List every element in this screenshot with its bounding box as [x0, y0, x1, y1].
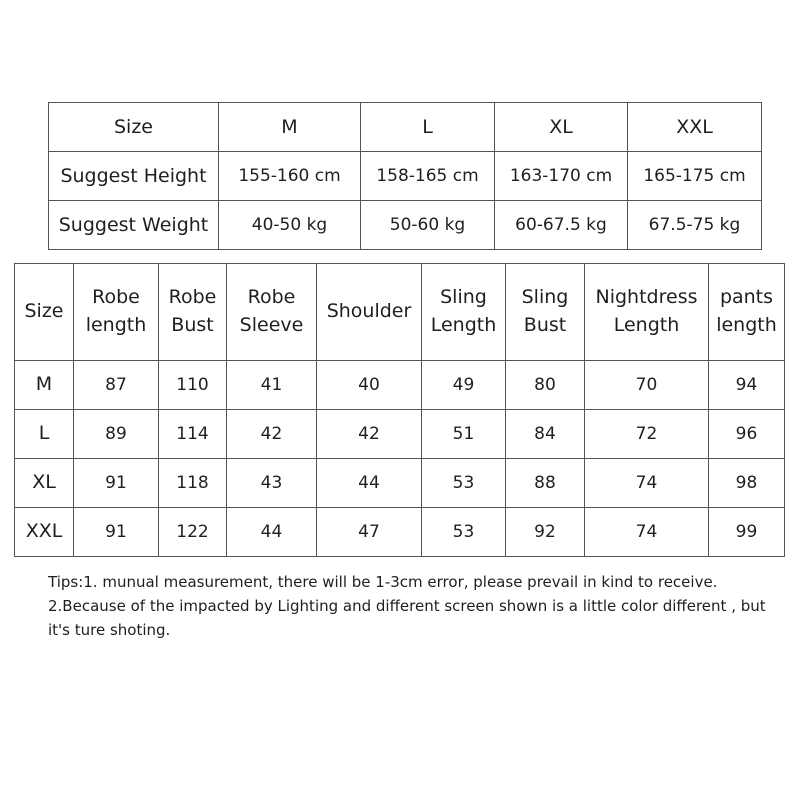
column-header-line: Robe — [247, 286, 296, 309]
column-header-robe-sleeve — [227, 264, 317, 361]
table-cell: 51 — [422, 410, 506, 459]
suggest-weight-value: 60-67.5 kg — [495, 201, 628, 250]
measurements-table — [14, 263, 785, 557]
size-summary-header-cell: XXL — [628, 103, 762, 152]
table-cell: 49 — [422, 361, 506, 410]
table-cell: 87 — [74, 361, 159, 410]
column-header-line: Length — [613, 314, 680, 336]
column-header-line: Robe — [168, 286, 217, 309]
suggest-weight-value: 50-60 kg — [361, 201, 495, 250]
table-cell: 70 — [585, 361, 709, 410]
size-cell: M — [15, 361, 74, 410]
suggest-height-value: 165-175 cm — [628, 152, 762, 201]
suggest-weight-row — [49, 201, 762, 250]
table-cell: 44 — [317, 459, 422, 508]
table-cell: 41 — [227, 361, 317, 410]
column-header-line: Bust — [523, 314, 567, 336]
size-summary-header-cell: XL — [495, 103, 628, 152]
table-cell: 47 — [317, 508, 422, 557]
size-cell: L — [15, 410, 74, 459]
table-cell: 96 — [709, 410, 785, 459]
size-cell: XXL — [15, 508, 74, 557]
column-header-nightdress-length — [585, 264, 709, 361]
column-header-line: Shoulder — [326, 300, 412, 323]
table-cell: 110 — [159, 361, 227, 410]
table-row — [15, 361, 785, 410]
suggest-weight-value: 40-50 kg — [219, 201, 361, 250]
size-cell: XL — [15, 459, 74, 508]
table-cell: 94 — [709, 361, 785, 410]
column-header-line: Bust — [171, 314, 214, 336]
suggest-height-value: 158-165 cm — [361, 152, 495, 201]
table-row — [15, 410, 785, 459]
table-cell: 84 — [506, 410, 585, 459]
table-cell: 89 — [74, 410, 159, 459]
column-header-size — [15, 264, 74, 361]
column-header-line: Sleeve — [239, 314, 304, 336]
table-cell: 40 — [317, 361, 422, 410]
size-summary-table — [48, 102, 762, 250]
size-summary-header-row — [49, 103, 762, 152]
table-row — [15, 459, 785, 508]
column-header-sling-length — [422, 264, 506, 361]
table-cell: 118 — [159, 459, 227, 508]
table-cell: 44 — [227, 508, 317, 557]
table-cell: 91 — [74, 459, 159, 508]
size-summary-header-cell: Size — [49, 103, 219, 152]
table-cell: 42 — [227, 410, 317, 459]
column-header-line: Nightdress — [595, 286, 698, 309]
size-summary-header-cell: M — [219, 103, 361, 152]
tips-note — [48, 570, 778, 642]
table-cell: 80 — [506, 361, 585, 410]
column-header-line: pants — [719, 286, 774, 309]
column-header-line: Sling — [521, 286, 569, 309]
table-row — [15, 508, 785, 557]
table-cell: 53 — [422, 508, 506, 557]
column-header-line: Size — [24, 300, 64, 323]
suggest-height-value: 155-160 cm — [219, 152, 361, 201]
table-cell: 122 — [159, 508, 227, 557]
suggest-height-value: 163-170 cm — [495, 152, 628, 201]
table-cell: 91 — [74, 508, 159, 557]
column-header-line: length — [85, 314, 147, 336]
table-cell: 88 — [506, 459, 585, 508]
table-cell: 42 — [317, 410, 422, 459]
table-cell: 43 — [227, 459, 317, 508]
size-summary-header-cell: L — [361, 103, 495, 152]
table-cell: 114 — [159, 410, 227, 459]
column-header-sling-bust — [506, 264, 585, 361]
table-cell: 74 — [585, 508, 709, 557]
tip-line: Tips:1. munual measurement, there will be 1-3cm error, please prevail in kind to receive. — [48, 573, 718, 591]
table-cell: 72 — [585, 410, 709, 459]
table-cell: 98 — [709, 459, 785, 508]
table-cell: 92 — [506, 508, 585, 557]
column-header-shoulder — [317, 264, 422, 361]
column-header-line: length — [716, 314, 777, 336]
suggest-weight-label: Suggest Weight — [49, 201, 219, 250]
column-header-line: Sling — [440, 286, 487, 309]
table-cell: 99 — [709, 508, 785, 557]
suggest-height-label: Suggest Height — [49, 152, 219, 201]
table-cell: 53 — [422, 459, 506, 508]
column-header-robe-bust — [159, 264, 227, 361]
measurements-header-row — [15, 264, 785, 361]
suggest-height-row — [49, 152, 762, 201]
column-header-line: Length — [430, 314, 497, 336]
suggest-weight-value: 67.5-75 kg — [628, 201, 762, 250]
column-header-line: Robe — [92, 286, 140, 309]
tip-line: 2.Because of the impacted by Lighting and different screen shown is a little color different , but it's ture shoting. — [48, 597, 766, 639]
table-cell: 74 — [585, 459, 709, 508]
column-header-robe-length — [74, 264, 159, 361]
column-header-pants-length — [709, 264, 785, 361]
